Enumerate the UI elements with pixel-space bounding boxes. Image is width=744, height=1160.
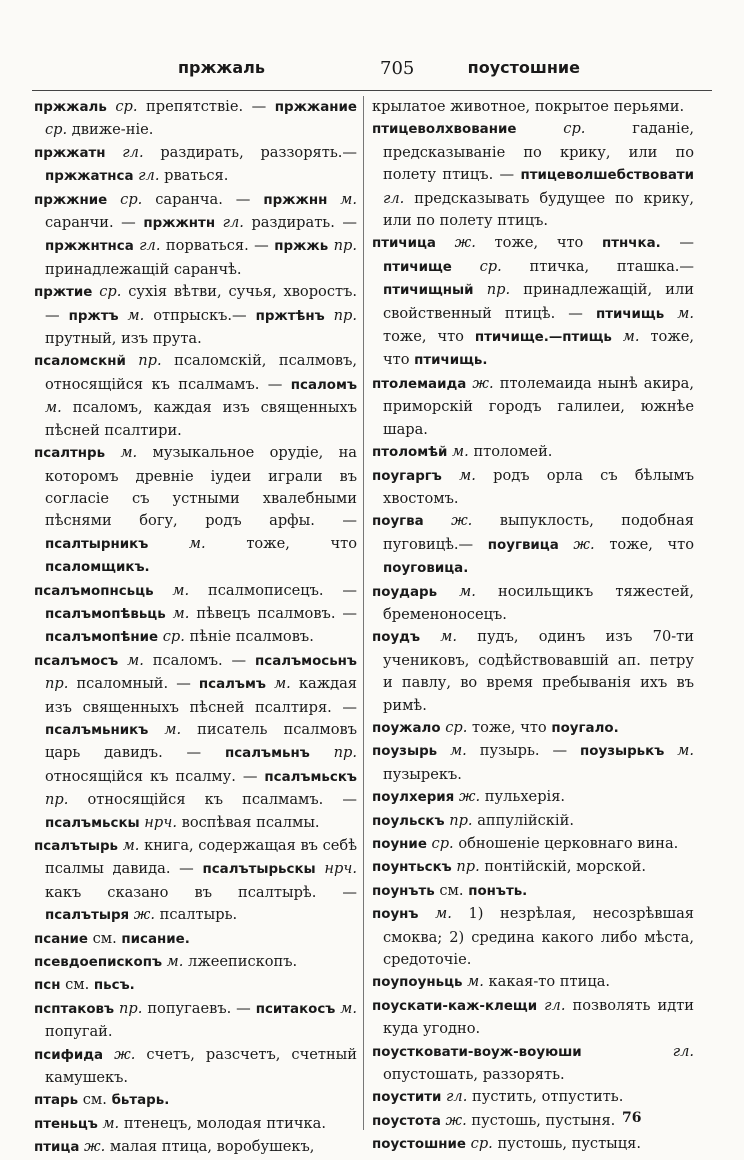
definition-text: счетъ, разсчетъ, счетный камушекъ. [45, 1045, 358, 1087]
definition-text: псаломскій, псалмовъ, относящійся къ псалмамъ. — [45, 352, 358, 393]
definition-text: какая-то птица. [488, 973, 611, 991]
part-of-speech: м. [127, 306, 145, 324]
definition-text: отпрыскъ.— [153, 306, 247, 324]
definition-text: тоже, что [472, 718, 547, 736]
headword: поудъ [372, 630, 421, 646]
headword: птеньцъ [34, 1116, 98, 1132]
definition-text: относящійся къ псалмамъ. — [87, 791, 357, 809]
dictionary-entry [372, 971, 694, 994]
part-of-speech: ср. [470, 1135, 493, 1153]
definition-text: гаданіе, предсказываніе по крику, или по полету птицъ. — [383, 120, 694, 184]
headword: пржжание [274, 100, 357, 115]
definition-text: предсказывать будущее по крику, или по полету птицъ. [383, 189, 695, 230]
headword: псалъмьнъ [224, 746, 310, 762]
headword: поуговица. [383, 561, 469, 577]
dictionary-entry [34, 96, 357, 142]
headword: псалътырьскы [202, 862, 316, 878]
part-of-speech: ср. [120, 190, 143, 208]
headword: птнчка. [602, 236, 661, 252]
dictionary-entry [372, 810, 694, 833]
headword: птоломѣй [372, 445, 448, 461]
part-of-speech: м. [440, 628, 458, 646]
part-of-speech: пр. [119, 999, 143, 1017]
definition-text: родъ орла съ бѣлымъ хвостомъ. [383, 466, 694, 507]
part-of-speech: м. [274, 675, 291, 693]
part-of-speech: нрч. [324, 860, 358, 878]
dictionary-entry [372, 441, 694, 464]
part-of-speech: м. [172, 581, 190, 599]
headword: псалътыря [45, 908, 130, 924]
headword: птичищь. [414, 353, 488, 369]
dictionary-entry [372, 717, 694, 740]
headword: поугвица [487, 537, 559, 553]
part-of-speech: гл. [672, 1042, 694, 1060]
definition-text: опустошать, раззорять. [383, 1066, 565, 1084]
definition-text: пустить, отпустить. [472, 1088, 624, 1106]
headword: поунъ [372, 907, 419, 923]
dictionary-entry [34, 580, 357, 650]
part-of-speech: м. [188, 534, 206, 552]
headword: поульскъ [372, 813, 445, 829]
definition-text: малая птица, воробушекъ, [109, 1138, 315, 1156]
part-of-speech: ср. [45, 121, 68, 139]
part-of-speech: пр. [486, 281, 511, 299]
definition-text: псалмописецъ. — [207, 581, 357, 599]
headword: псифида [34, 1047, 104, 1063]
headword: пржжнтн [143, 216, 216, 232]
definition-text: попугай. [45, 1023, 113, 1041]
part-of-speech: м. [452, 443, 469, 461]
headword: псптаковъ [34, 1001, 115, 1017]
dictionary-entry [34, 835, 357, 928]
headword: псевдоепископъ [34, 955, 163, 971]
definition-text: прутный, изъ прута. [45, 330, 202, 348]
dictionary-entry [372, 232, 694, 372]
dictionary-entry [372, 786, 694, 809]
definition-text: понтійскій, морской. [484, 858, 647, 876]
headword: поузырь [372, 744, 438, 760]
dictionary-entry [34, 189, 357, 282]
headword: пржжние [34, 192, 108, 208]
part-of-speech: ж. [472, 374, 494, 392]
definition-text: музыкальное орудіе, на которомъ древніе іудеи играли въ согласіе съ устными хвалебными пѣснями богу, родъ арфы. — [45, 444, 357, 530]
part-of-speech: гл. [138, 167, 160, 185]
definition-text: псаломный. — [76, 675, 191, 693]
part-of-speech: пр. [333, 744, 358, 762]
left-column [34, 96, 357, 1160]
column-divider [363, 96, 364, 1130]
headword: поулхерия [372, 790, 455, 806]
dictionary-entry [372, 1041, 694, 1087]
headword: писание. [121, 931, 190, 947]
page-header [30, 58, 720, 84]
part-of-speech: ж. [573, 535, 595, 553]
headword: пржжаль [34, 100, 107, 115]
part-of-speech: ж. [445, 1111, 467, 1129]
definition-text: пузырь. — [479, 742, 568, 760]
part-of-speech: м. [340, 190, 358, 208]
definition-text: порваться. — [165, 237, 269, 255]
part-of-speech: м. [120, 444, 138, 462]
definition-text: крылатое животное, покрытое перьями. [372, 98, 685, 115]
part-of-speech: гл. [122, 143, 144, 161]
part-of-speech: м. [677, 742, 694, 760]
headword: псалъмьскъ [264, 769, 357, 785]
dictionary-entry [34, 928, 357, 951]
headword: псалтырникъ [45, 536, 149, 552]
headword: псаломъ [290, 377, 358, 393]
definition-text: носильщикъ тяжестей, бременоносецъ. [383, 582, 694, 623]
part-of-speech: м. [164, 720, 182, 738]
part-of-speech: пр. [45, 675, 69, 693]
definition-text: см. [439, 881, 464, 899]
part-of-speech: м. [622, 328, 640, 346]
headword: поужало [372, 720, 441, 736]
headword: птичище [383, 259, 452, 275]
headword: бьтарь. [111, 1093, 170, 1109]
headword: пситакосъ [255, 1001, 336, 1017]
definition-text: принадлежащій, или свойственный птицѣ. — [383, 281, 694, 322]
headword: поунтьскъ [372, 860, 452, 876]
dictionary-entry [372, 995, 694, 1041]
definition-text: раздирать, раззорять.— [160, 143, 358, 161]
definition-text: птолемаида нынѣ акира, приморскій городъ галилеи, южнѣе шара. [383, 374, 694, 438]
definition-text: воспѣвая псалмы. [181, 813, 320, 831]
headword: птолемаида [372, 376, 467, 392]
definition-text: пѣніе псалмовъ. [189, 628, 314, 646]
headword: птичище.—птищь [474, 330, 612, 346]
definition-text: — [679, 234, 695, 252]
definition-text: пустошь, пустыця. [497, 1135, 641, 1153]
part-of-speech: м. [340, 999, 358, 1017]
headword: поустковати-воуж-воуюши [372, 1044, 582, 1060]
header-right-catchword: поустошние [467, 58, 580, 77]
headword: псаломщикъ. [45, 560, 150, 576]
part-of-speech: нрч. [144, 813, 177, 831]
headword: псалъмопѣние [45, 630, 159, 646]
headword: птичица [372, 236, 436, 252]
header-left-catchword: пржжаль [178, 58, 265, 77]
part-of-speech: м. [450, 742, 467, 760]
headword: поугва [372, 514, 424, 530]
part-of-speech: ср. [115, 98, 138, 115]
headword: псалъмопѣвьць [45, 606, 166, 622]
headword: поунъть [372, 883, 435, 899]
dictionary-entry [372, 96, 694, 118]
dictionary-entry [34, 1113, 357, 1136]
definition-text: саранча. — [155, 190, 251, 208]
definition-text: препятствіе. — [146, 98, 267, 115]
definition-text: псаломъ. — [152, 651, 247, 669]
headword: птичищь [595, 306, 665, 322]
definition-text: пульхерія. [484, 788, 566, 806]
dictionary-entry [372, 740, 694, 786]
definition-text: тоже, что [246, 534, 358, 552]
definition-text: попугаевъ. — [147, 999, 251, 1017]
header-rule [32, 90, 712, 91]
dictionary-entry [372, 880, 694, 903]
headword: поударь [372, 584, 438, 600]
definition-text: лжеепископъ. [188, 953, 298, 971]
part-of-speech: ж. [458, 788, 481, 806]
part-of-speech: ж. [133, 906, 156, 924]
headword: пржжатнса [45, 169, 134, 185]
definition-text: псаломъ, каждая изъ священныхъ пѣсней псалтири. [45, 399, 357, 439]
part-of-speech: ср. [99, 283, 122, 301]
headword: пржтие [34, 285, 93, 301]
headword: поупоуньць [372, 975, 463, 991]
part-of-speech: пр. [456, 858, 480, 876]
definition-text: какъ сказано въ псалтырѣ. — [45, 883, 357, 901]
part-of-speech: м. [102, 1114, 120, 1132]
part-of-speech: гл. [139, 237, 161, 255]
headword: пржжь [274, 239, 329, 255]
part-of-speech: пр. [138, 352, 162, 370]
definition-text: тоже, что [494, 234, 584, 252]
dictionary-entry [34, 1089, 357, 1112]
definition-text: выпуклость, подобная пуговицѣ.— [383, 512, 694, 553]
definition-text: см. [92, 929, 117, 947]
part-of-speech: гл. [446, 1088, 468, 1106]
headword: пржтъ [68, 308, 119, 324]
part-of-speech: ср. [162, 628, 185, 646]
part-of-speech: м. [467, 973, 484, 991]
definition-text: рваться. [164, 167, 229, 185]
headword: пржтѣнъ [255, 308, 325, 324]
definition-text: см. [82, 1091, 107, 1109]
part-of-speech: м. [435, 905, 452, 923]
dictionary-entry [372, 510, 694, 580]
definition-text: тоже, что [383, 328, 695, 369]
headword: псалъмосьнъ [255, 653, 357, 669]
headword: псалъмьникъ [45, 722, 149, 738]
dictionary-entry [372, 1086, 694, 1109]
definition-text: птоломей. [473, 443, 553, 461]
dictionary-entry [372, 118, 694, 232]
dictionary-entry [372, 856, 694, 879]
headword: птицеволшебствовати [520, 168, 694, 184]
headword: поустити [372, 1090, 442, 1106]
headword: поускати-каж-клещи [372, 998, 538, 1014]
dictionary-entry [372, 581, 694, 627]
part-of-speech: ж. [454, 234, 476, 252]
headword: поузырькъ [580, 744, 665, 760]
headword: птицеволхвование [372, 122, 517, 138]
signature-mark: 76 [622, 1110, 642, 1126]
part-of-speech: м. [459, 466, 476, 484]
dictionary-entry [34, 281, 357, 350]
part-of-speech: ср. [431, 835, 454, 852]
definition-text: принадлежащій саранчѣ. [45, 260, 242, 278]
definition-text: каждая изъ священныхъ пѣсней псалтиря. — [45, 675, 358, 716]
dictionary-entry [372, 373, 694, 441]
dictionary-entry [372, 1133, 694, 1156]
headword: поугаргъ [372, 468, 442, 484]
definition-text: книга, содержащая въ себѣ псалмы давида. — [45, 837, 358, 878]
definition-text: 1) незрѣлая, несозрѣвшая смоква; 2) средина какого либо мѣста, средоточіе. [383, 905, 694, 969]
part-of-speech: м. [127, 651, 144, 669]
definition-text: пузырекъ. [383, 765, 462, 783]
definition-text: обношеніе церковнаго вина. [458, 835, 679, 852]
headword: псалъмъ [198, 677, 266, 693]
part-of-speech: ж. [451, 512, 473, 530]
part-of-speech: м. [459, 582, 476, 600]
dictionary-entry [372, 626, 694, 717]
dictionary-entry [372, 465, 694, 511]
page-number: 705 [380, 58, 415, 79]
headword: птарь [34, 1093, 79, 1109]
dictionary-entry [34, 442, 357, 579]
headword: птица [34, 1140, 80, 1156]
part-of-speech: ср. [445, 718, 468, 736]
definition-text: относящійся къ псалму. — [45, 767, 258, 785]
headword: пржжнтнса [45, 239, 134, 255]
part-of-speech: пр. [333, 306, 358, 324]
dictionary-entry [34, 350, 357, 442]
dictionary-entry [34, 1136, 357, 1159]
headword: птичищный [383, 283, 474, 299]
headword: пьсъ. [93, 978, 135, 994]
part-of-speech: м. [172, 604, 190, 622]
part-of-speech: м. [166, 953, 184, 971]
part-of-speech: м. [45, 399, 62, 417]
headword: псалъмьскы [45, 815, 140, 831]
definition-text: птичка, пташка.— [529, 257, 695, 275]
headword: псалъмосъ [34, 653, 119, 669]
part-of-speech: ср. [479, 257, 502, 275]
dictionary-entry [372, 903, 694, 971]
definition-text: см. [65, 976, 90, 994]
part-of-speech: пр. [449, 811, 473, 829]
headword: псаломскнй [34, 354, 126, 370]
dictionary-entry [34, 951, 357, 974]
definition-text: тоже, что [609, 535, 695, 553]
definition-text: птенецъ, молодая птичка. [123, 1114, 326, 1132]
part-of-speech: ж. [114, 1045, 136, 1063]
headword: пржжнн [263, 192, 328, 208]
headword: псалъмопнсьць [34, 583, 154, 599]
definition-text: пустошь, пустыня. [471, 1111, 616, 1129]
part-of-speech: пр. [333, 237, 357, 255]
headword: поуние [372, 837, 427, 852]
dictionary-entry [372, 1110, 694, 1133]
headword: псалтнрь [34, 446, 106, 462]
headword: псание [34, 931, 88, 947]
part-of-speech: гл. [383, 189, 405, 207]
part-of-speech: ж. [84, 1138, 106, 1156]
definition-text: саранчи. — [45, 214, 136, 232]
dictionary-entry [34, 998, 357, 1044]
dictionary-entry [34, 650, 357, 835]
headword: поустошние [372, 1137, 467, 1153]
definition-text: писатель псалмовъ царь давидъ. — [45, 720, 357, 762]
headword: поустота [372, 1113, 441, 1129]
headword: поугало. [551, 720, 619, 736]
definition-text: псалтырь. [159, 906, 238, 924]
dictionary-entry [34, 1044, 357, 1090]
definition-text: пѣвецъ псалмовъ. — [196, 604, 358, 622]
definition-text: движе-ніе. [71, 121, 154, 139]
dictionary-entry [34, 142, 357, 189]
right-column [372, 96, 694, 1157]
part-of-speech: м. [677, 304, 694, 322]
part-of-speech: гл. [222, 214, 244, 232]
headword: пржжатн [34, 145, 106, 161]
part-of-speech: пр. [45, 791, 69, 809]
definition-text: раздирать. — [251, 214, 357, 232]
headword: псалътырь [34, 839, 119, 854]
dictionary-entry [34, 974, 357, 997]
headword: псн [34, 978, 61, 994]
definition-text: тоже, что [383, 328, 464, 346]
definition-text: аппулійскій. [477, 811, 574, 829]
headword: понъть. [468, 883, 528, 899]
definition-text: позволять идти куда угодно. [383, 996, 695, 1038]
definition-text: пудъ, одинъ изъ 70-ти учениковъ, содѣйствовавшій ап. петру и павлу, во время пребыванія ихъ въ римѣ. [383, 628, 694, 714]
part-of-speech: м. [122, 837, 140, 854]
dictionary-entry [372, 833, 694, 856]
part-of-speech: ср. [563, 120, 586, 138]
part-of-speech: гл. [544, 996, 566, 1014]
definition-text: сухія вѣтви, сучья, хворостъ.— [45, 283, 358, 324]
